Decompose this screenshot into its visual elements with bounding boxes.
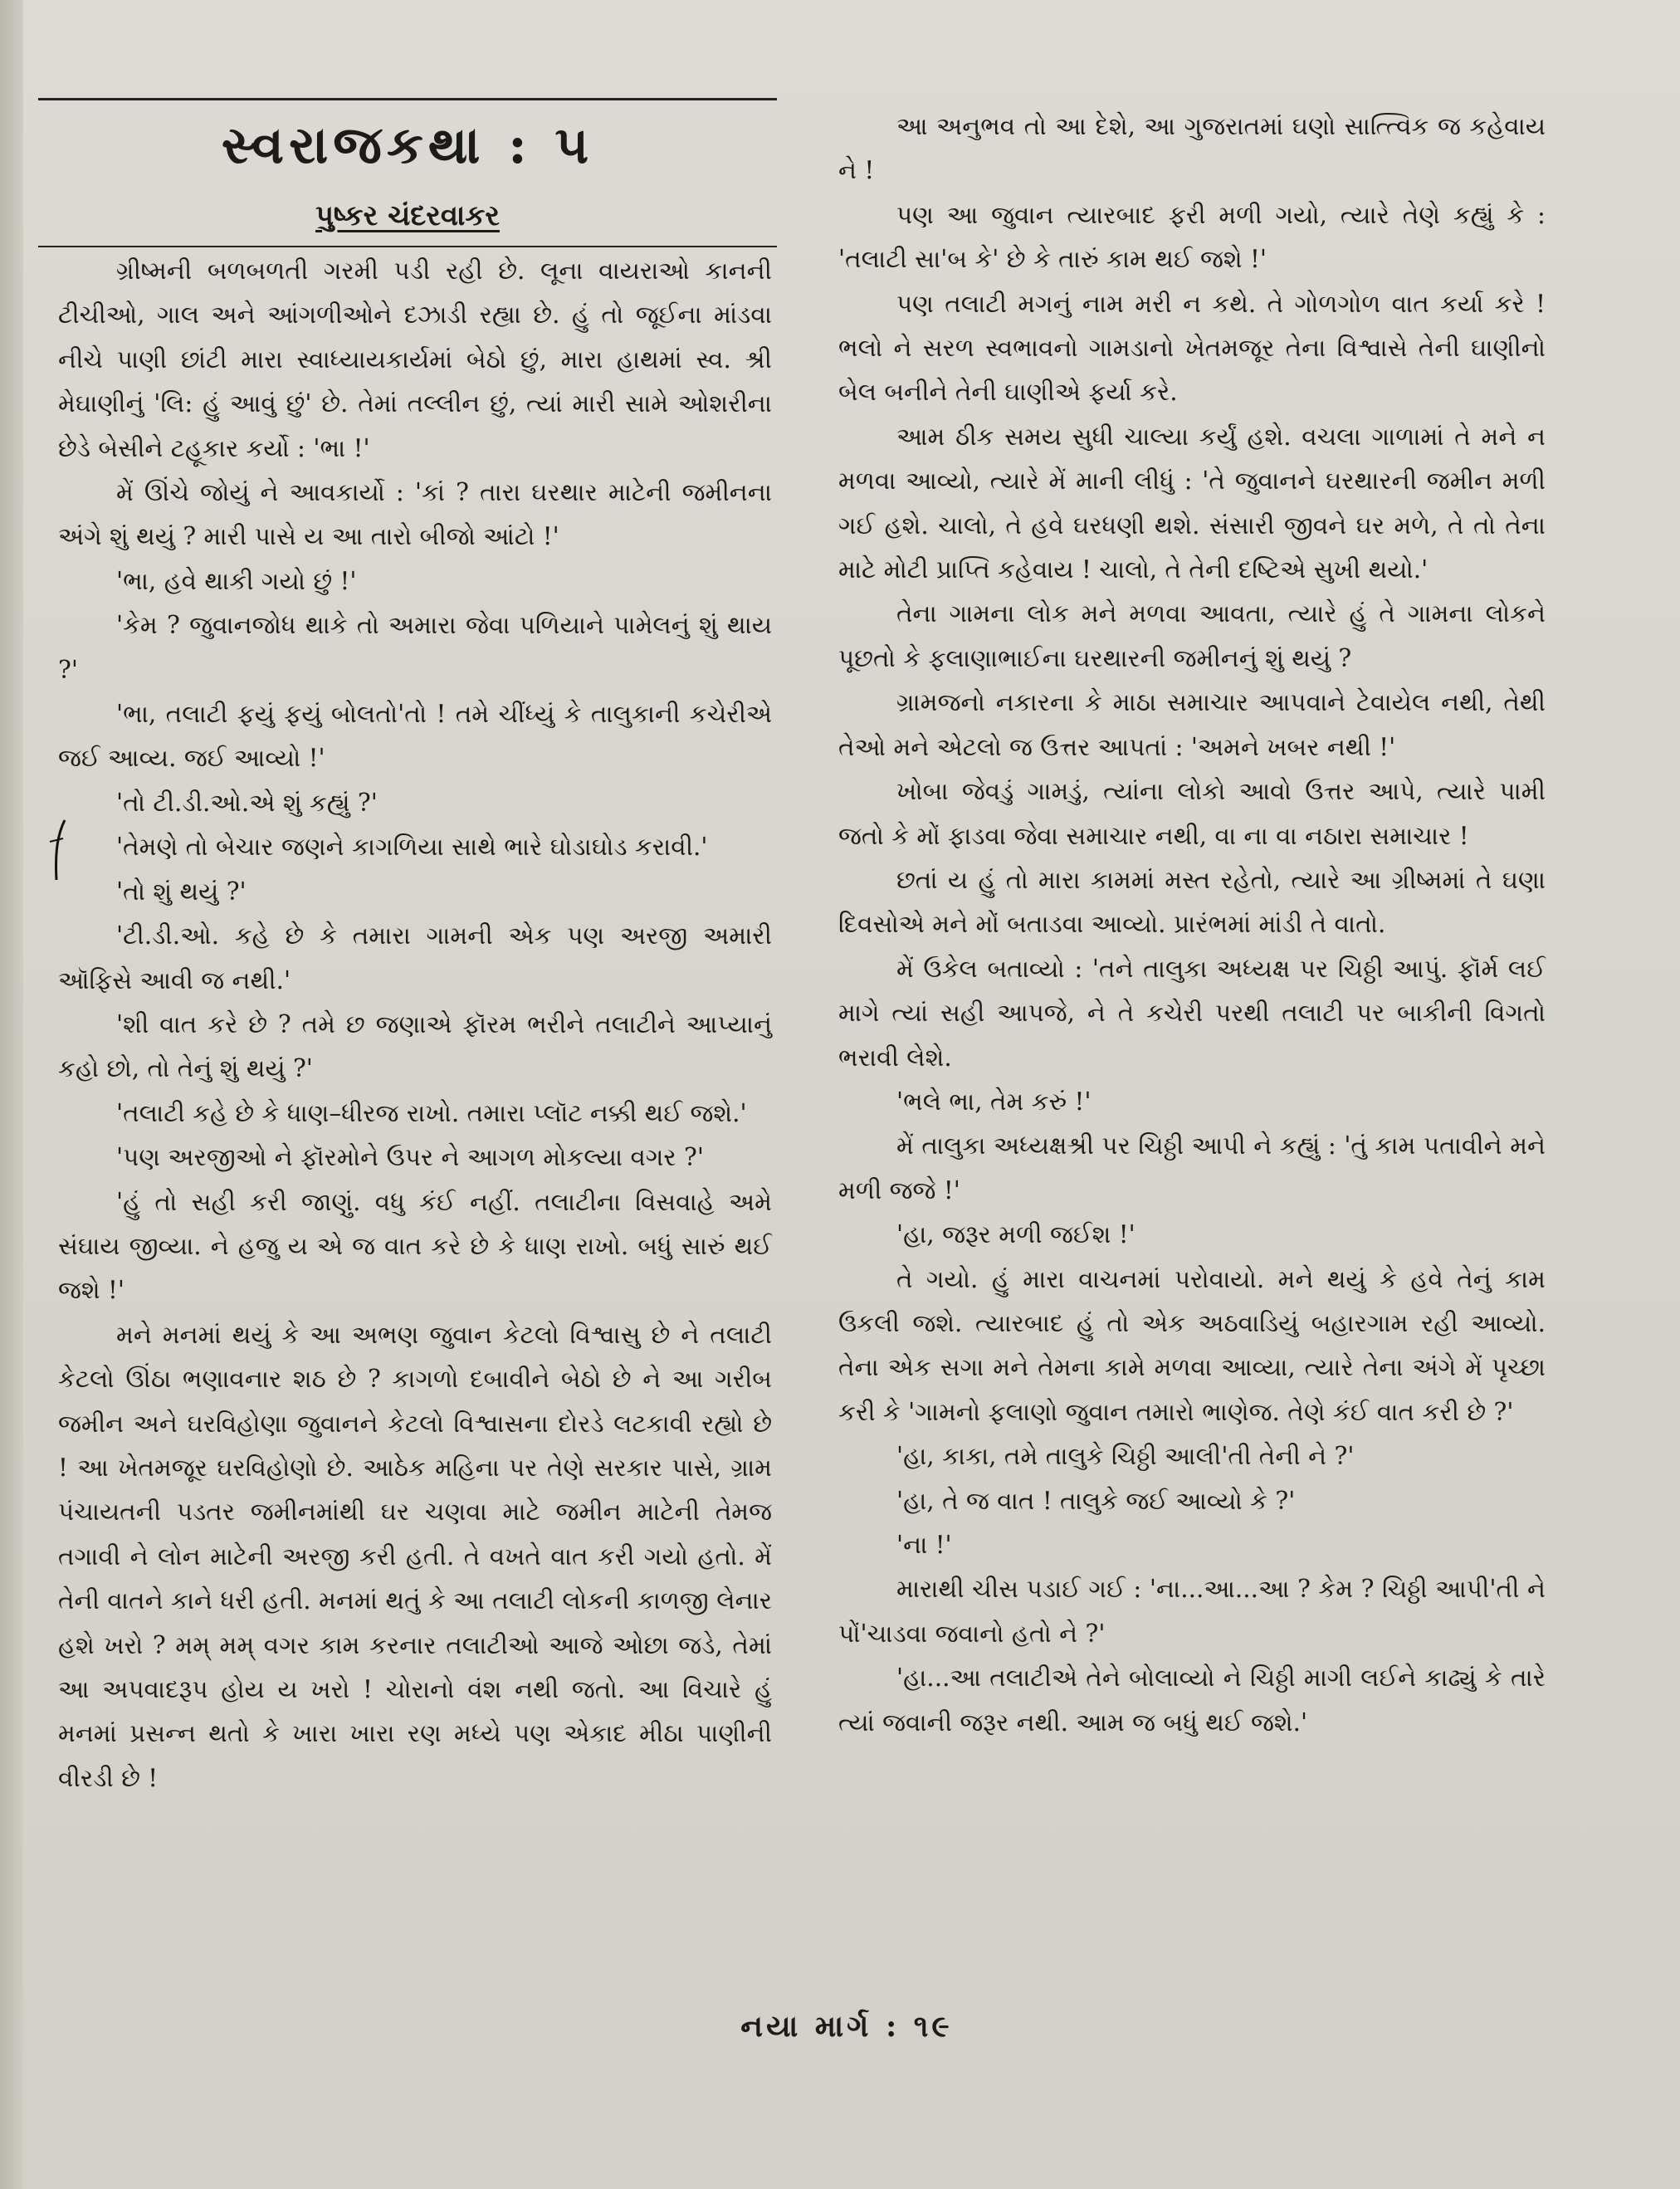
page-binding-edge — [0, 0, 23, 2189]
paragraph: તે ગયો. હું મારા વાચનમાં પરોવાયો. મને થયું કે હવે તેનું કામ ઉકલી જશે. ત્યારબાદ હું તો એક અઠવાડિયું બહારગામ રહી આવ્યો. તેના એક સગા મને તેમના કામે મળવા આવ્યા, ત્યારે તેના અંગે મેં પૃચ્છા કરી કે 'ગામનો ફલાણો જુવાન તમારો ભાણેજ. તેણે કંઈ વાત કરી છે ?' — [838, 1264, 1546, 1426]
paragraph: છતાં ય હું તો મારા કામમાં મસ્ત રહેતો, ત્યારે આ ગ્રીષ્મમાં તે ઘણા દિવસોએ મને મોં બતાડવા આવ્યો. પ્રારંભમાં માંડી તે વાતો. — [838, 865, 1546, 939]
paragraph: 'ટી.ડી.ઓ. કહે છે કે તમારા ગામની એક પણ અરજી અમારી ઑફિસે આવી જ નથી.' — [58, 921, 772, 994]
paragraph: 'ભા, તલાટી ફયું ફયું બોલતો'તો ! તમે ચીંધ્યું કે તાલુકાની કચેરીએ જઈ આવ્ય. જઈ આવ્યો !' — [58, 700, 772, 773]
paragraph: 'શી વાત કરે છે ? તમે છ જણાએ ફૉરમ ભરીને તલાટીને આપ્યાનું કહો છો, તો તેનું શું થયું ?' — [58, 1009, 772, 1083]
paragraph: મને મનમાં થયું કે આ અભણ જુવાન કેટલો વિશ્વાસુ છે ને તલાટી કેટલો ઊંઠા ભણાવનાર શઠ છે ? કાગળો દબાવીને બેઠો છે ને આ ગરીબ જમીન અને ઘરવિહોણા જુવાનને કેટલો વિશ્વાસના દોરડે લટકાવી રહ્યો છે ! આ ખેતમજૂર ઘરવિહોણો છે. આઠેક મહિના પર તેણે સરકાર પાસે, ગ્રામ પંચાયતની પડતર જમીનમાંથી ઘર ચણવા માટે જમીન માટેની તેમજ તગાવી ને લોન માટેની અરજી કરી હતી. તે વખતે વાત કરી ગયો હતો. મેં તેની વાતને કાને ધરી હતી. મનમાં થતું કે આ તલાટી લોકની કાળજી લેનાર હશે ખરો ? મમ્ મમ્ વગર કામ કરનાર તલાટીઓ આજે ઓછા જડે, તેમાં આ અપવાદરૂપ હોય ય ખરો ! ચોરાનો વંશ નથી જતો. આ વિચારે હું મનમાં પ્રસન્ન થતો કે ખારા ખારા રણ મધ્યે પણ એકાદ મીઠા પાણીની વીરડી છે ! — [58, 1320, 772, 1792]
paragraph: આમ ઠીક સમય સુધી ચાલ્યા કર્યું હશે. વચલા ગાળામાં તે મને ન મળવા આવ્યો, ત્યારે મેં માની લીધું : 'તે જુવાનને ઘરથારની જમીન મળી ગઈ હશે. ચાલો, તે હવે ઘરધણી થશે. સંસારી જીવને ઘર મળે, તે તો તેના માટે મોટી પ્રાપ્તિ કહેવાય ! ચાલો, તે તેની દષ્ટિએ સુખી થયો.' — [838, 422, 1546, 584]
paragraph: મેં ઊંચે જોયું ને આવકાર્યો : 'કાં ? તારા ઘરથાર માટેની જમીનના અંગે શું થયું ? મારી પાસે ય આ તારો બીજો આંટો !' — [58, 478, 772, 551]
paragraph: 'તલાટી કહે છે કે ધાણ–ધીરજ રાખો. તમારા પ્લૉટ નક્કી થઈ જશે.' — [116, 1098, 747, 1127]
paragraph: 'તો ટી.ડી.ઓ.એ શું કહ્યું ?' — [116, 788, 378, 817]
paragraph: પણ આ જુવાન ત્યારબાદ ફરી મળી ગયો, ત્યારે તેણે કહ્યું કે : 'તલાટી સા'બ કે' છે કે તારું કામ થઈ જશે !' — [838, 200, 1546, 274]
paragraph: આ અનુભવ તો આ દેશે, આ ગુજરાતમાં ઘણો સાત્ત્વિક જ કહેવાય ને ! — [838, 112, 1546, 185]
paragraph: 'ના !' — [896, 1531, 952, 1559]
paragraph: તેના ગામના લોક મને મળવા આવતા, ત્યારે હું તે ગામના લોકને પૂછતો કે ફલાણાભાઈના ઘરથારની જમીનનું શું થયું ? — [838, 599, 1546, 672]
paragraph: ગ્રીષ્મની બળબળતી ગરમી પડી રહી છે. લૂના વાયરાઓ કાનની ટીચીઓ, ગાલ અને આંગળીઓને દઝાડી રહ્યા છે. હું તો જૂઈના માંડવા નીચે પાણી છાંટી મારા સ્વાધ્યાયકાર્યમાં બેઠો છું, મારા હાથમાં સ્વ. શ્રી મેઘાણીનું 'લિ: હું આવું છું' છે. તેમાં તલ્લીન છું, ત્યાં મારી સામે ઓશરીના છેડે બેસીને ટહૂકાર કર્યો : 'ભા !' — [58, 257, 772, 462]
paragraph: ગ્રામજનો નકારના કે માઠા સમાચાર આપવાને ટેવાયેલ નથી, તેથી તેઓ મને એટલો જ ઉત્તર આપતાં : 'અમને ખબર નથી !' — [838, 688, 1546, 761]
paragraph: 'તો શું થયું ?' — [116, 877, 247, 906]
title-top-rule — [38, 98, 777, 100]
right-column — [838, 105, 1546, 1745]
paragraph: 'ભા, હવે થાકી ગયો છું !' — [116, 566, 357, 595]
paragraph: ખોબા જેવડું ગામડું, ત્યાંના લોકો આવો ઉત્તર આપે, ત્યારે પામી જતો કે મોં ફાડવા જેવા સમાચાર નથી, વા ના વા નઠારા સમાચાર ! — [838, 777, 1546, 850]
left-column — [58, 249, 772, 1801]
paragraph: 'હા, કાકા, તમે તાલુકે ચિઠ્ઠી આલી'તી તેની ને ?' — [896, 1442, 1355, 1471]
page-footer-label: નયા માર્ગ : ૧૯ — [740, 2009, 953, 2044]
paragraph: 'હા, જરૂર મળી જઈશ !' — [896, 1220, 1135, 1249]
paragraph: 'હું તો સહી કરી જાણું. વધુ કંઈ નહીં. તલાટીના વિસવાહે અમે સંઘાય જીવ્યા. ને હજુ ય એ જ વાત કરે છે કે ધાણ રાખો. બધું સારું થઈ જશે !' — [58, 1187, 772, 1305]
paragraph: 'તેમણે તો બેચાર જણને કાગળિયા સાથે ભારે ઘોડાઘોડ કરાવી.' — [116, 833, 708, 862]
paragraph: 'પણ અરજીઓ ને ફૉરમોને ઉપર ને આગળ મોકલ્યા વગર ?' — [116, 1143, 704, 1172]
paragraph: 'હા, તે જ વાત ! તાલુકે જઈ આવ્યો કે ?' — [896, 1486, 1296, 1515]
paragraph: 'હા...આ તલાટીએ તેને બોલાવ્યો ને ચિઠ્ઠી માગી લઈને કાઢ્યું કે તારે ત્યાં જવાની જરૂર નથી. આમ જ બધું થઈ જશે.' — [838, 1664, 1546, 1737]
paragraph: 'કેમ ? જુવાનજોધ થાકે તો અમારા જેવા પળિયાને પામેલનું શું થાય ?' — [58, 611, 772, 684]
author-bottom-rule — [38, 246, 777, 247]
paragraph: 'ભલે ભા, તેમ કરું !' — [896, 1087, 1092, 1116]
paragraph: પણ તલાટી મગનું નામ મરી ન કથે. તે ગોળગોળ વાત કર્યા કરે ! ભલો ને સરળ સ્વભાવનો ગામડાનો ખેતમજૂર તેના વિશ્વાસે તેની ઘાણીનો બેલ બનીને તેની ઘાણીએ ફર્યા કરે. — [838, 289, 1546, 407]
paragraph: મેં ઉકેલ બતાવ્યો : 'તને તાલુકા અધ્યક્ષ પર ચિઠ્ઠી આપું. ફૉર્મ લઈ માગે ત્યાં સહી આપજે, ને તે કચેરી પરથી તલાટી પર બાકીની વિગતો ભરાવી લેશે. — [838, 954, 1546, 1072]
article-author: પુષ્કર ચંદરવાકર — [315, 199, 500, 232]
paragraph: મેં તાલુકા અધ્યક્ષશ્રી પર ચિઠ્ઠી આપી ને કહ્યું : 'તું કામ પતાવીને મને મળી જજે !' — [838, 1131, 1546, 1204]
paragraph: મારાથી ચીસ પડાઈ ગઈ : 'ના...આ...આ ? કેમ ? ચિઠ્ઠી આપી'તી ને પોં'ચાડવા જવાનો હતો ને ?' — [838, 1575, 1546, 1648]
article-title: સ્વરાજકથા : ૫ — [221, 115, 594, 175]
